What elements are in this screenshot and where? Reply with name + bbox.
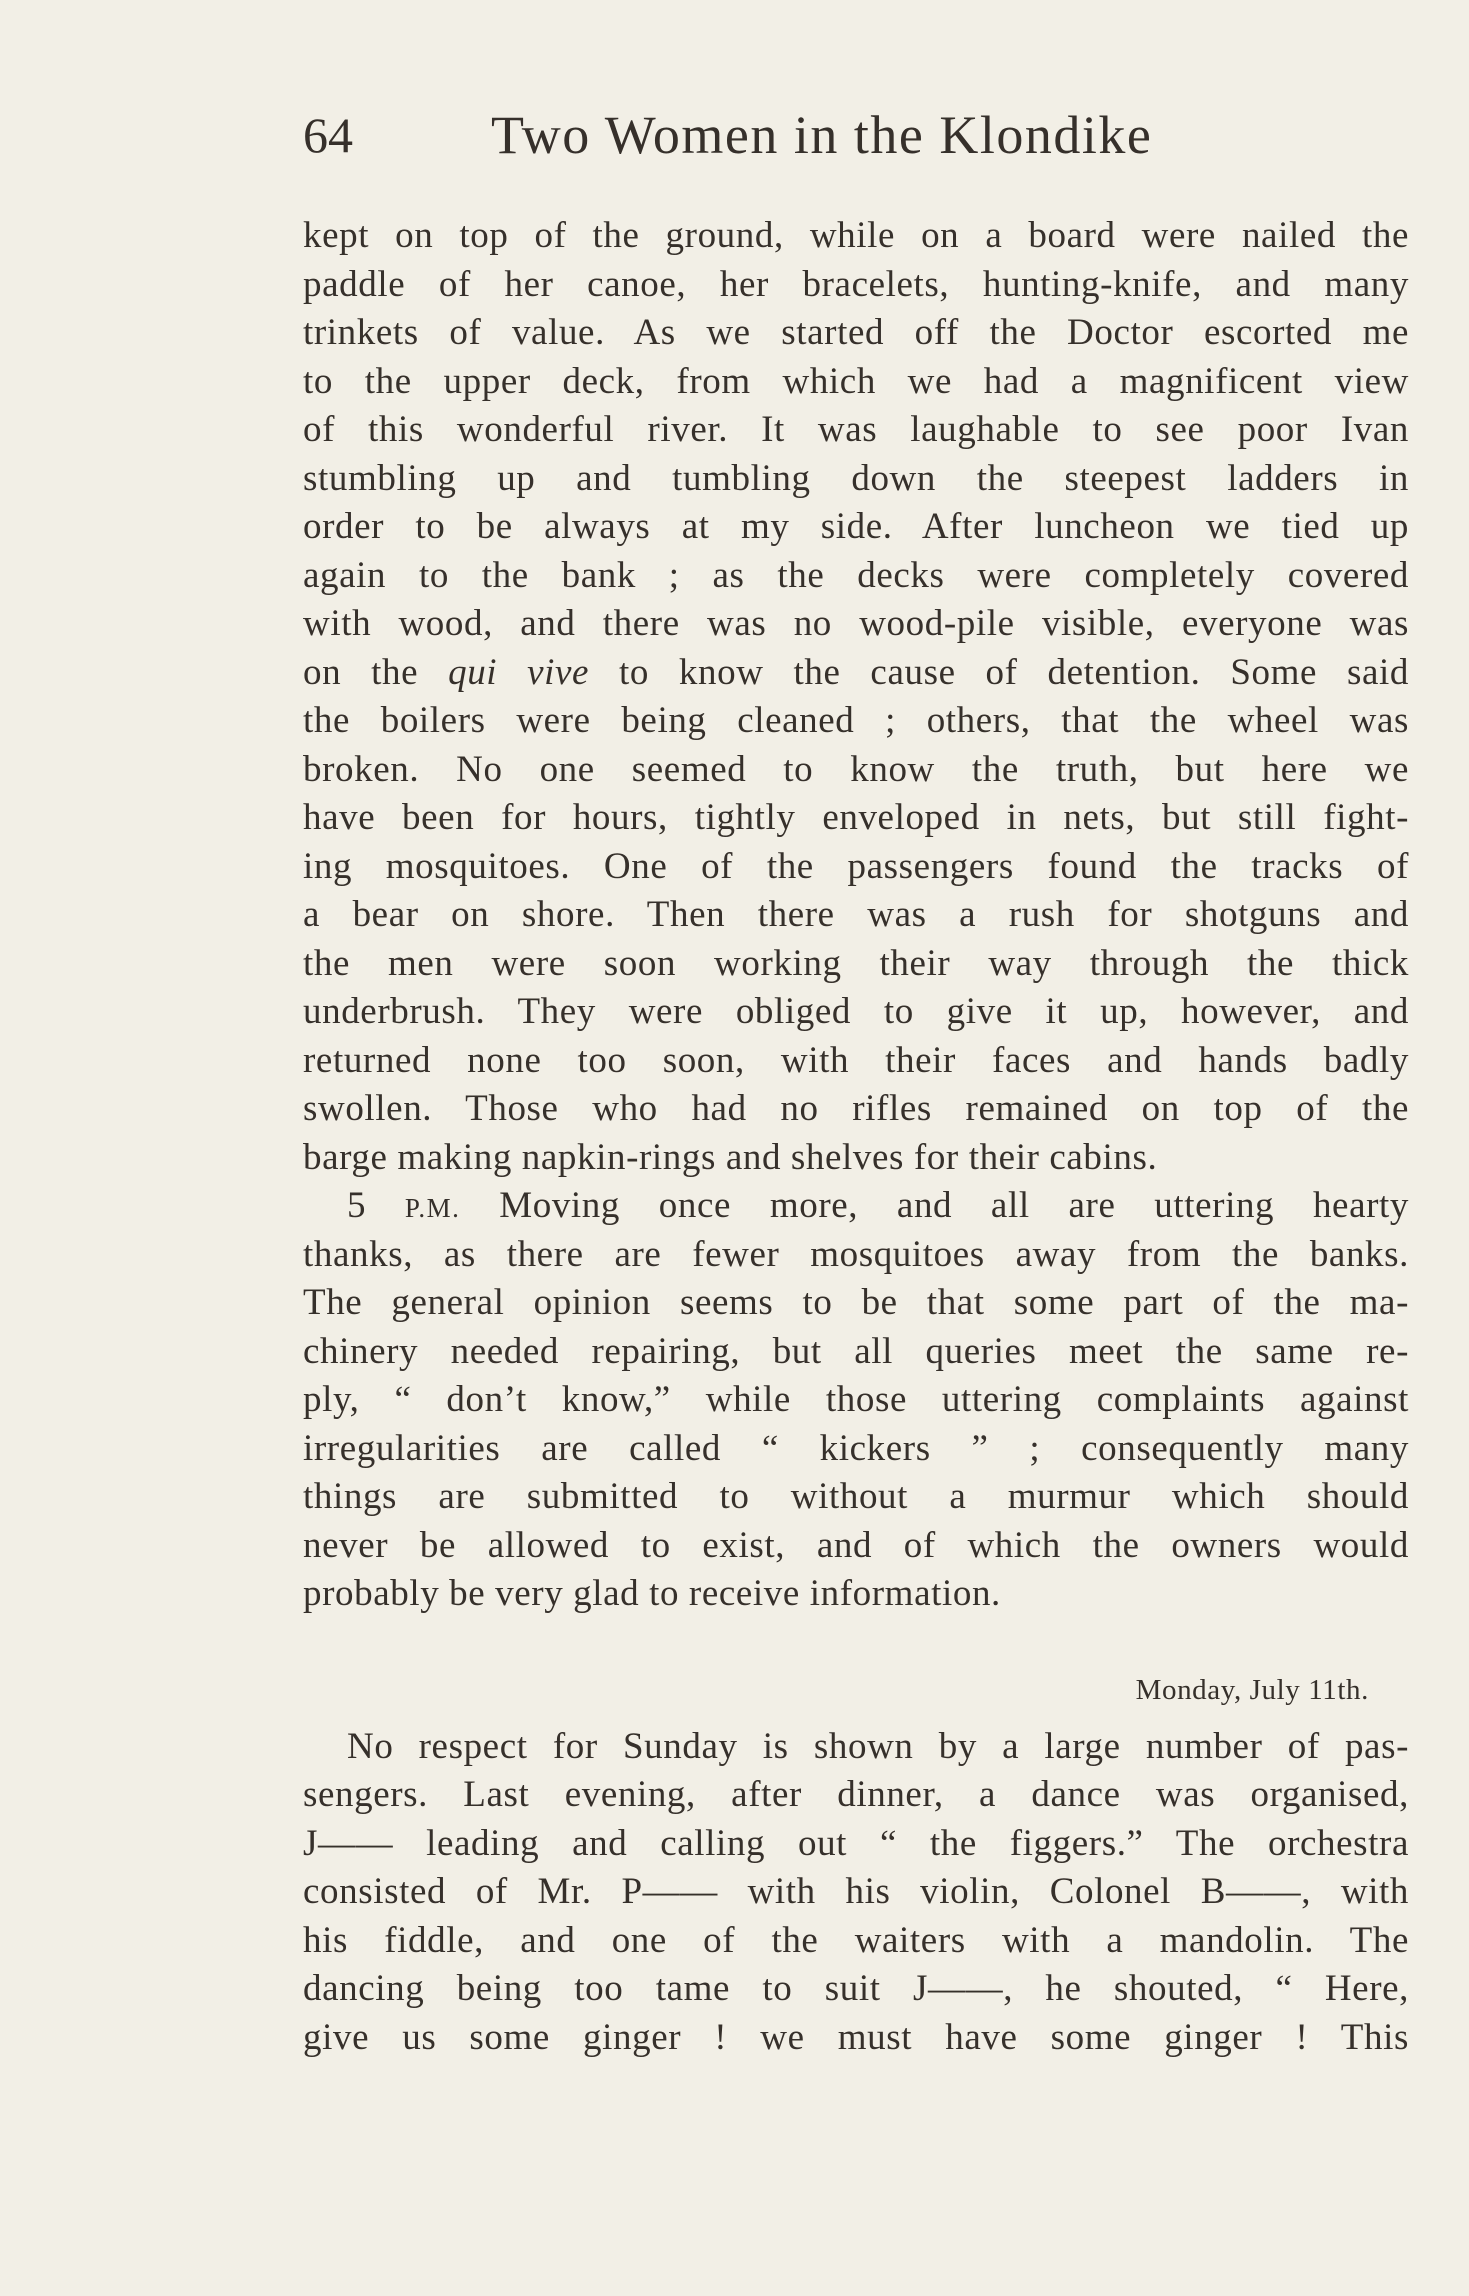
text-line bbox=[303, 552, 1409, 601]
text-segment: thanks, as there are fewer mosquitoes away from the banks. bbox=[303, 1233, 1409, 1275]
text-line bbox=[303, 697, 1409, 746]
small-caps-text: P.M. bbox=[404, 1193, 461, 1223]
text-segment: broken. No one seemed to know the truth, but here we bbox=[303, 748, 1409, 790]
text-segment: irregularities are called “ kickers ” ; consequently many bbox=[303, 1427, 1409, 1469]
text-segment: of this wonderful river. It was laughable to see poor Ivan bbox=[303, 409, 1409, 450]
text-segment: things are submitted to without a murmur which should bbox=[303, 1476, 1409, 1517]
text-line bbox=[303, 309, 1409, 358]
text-segment: kept on top of the ground, while on a board were nailed the bbox=[303, 215, 1409, 256]
text-line bbox=[303, 1037, 1409, 1086]
text-segment: barge making napkin-rings and shelves for their cabins. bbox=[303, 1136, 1158, 1178]
text-line bbox=[303, 1771, 1409, 1820]
text-segment: a bear on shore. Then there was a rush for shotguns and bbox=[303, 894, 1409, 935]
text-line bbox=[303, 1965, 1409, 2014]
text-line bbox=[303, 1473, 1409, 1522]
text-segment: paddle of her canoe, her bracelets, hunting-knife, and many bbox=[303, 263, 1409, 305]
text-segment: No respect for Sunday is shown by a large number of pas- bbox=[347, 1725, 1409, 1767]
text-segment: order to be always at my side. After luncheon we tied up bbox=[303, 506, 1409, 547]
text-segment: The general opinion seems to be that some part of the ma- bbox=[303, 1282, 1409, 1323]
running-header bbox=[303, 100, 1409, 170]
text-line bbox=[303, 1522, 1409, 1571]
text-line bbox=[303, 891, 1409, 940]
text-line bbox=[303, 988, 1409, 1037]
text-line bbox=[303, 1231, 1409, 1280]
text-segment: 5 bbox=[347, 1185, 405, 1226]
text-segment: stumbling up and tumbling down the steepest ladders in bbox=[303, 457, 1409, 499]
text-line bbox=[303, 1182, 1409, 1231]
italic-text: qui vive bbox=[448, 651, 590, 693]
text-line bbox=[303, 940, 1409, 989]
text-segment: have been for hours, tightly enveloped in nets, but still fight- bbox=[303, 797, 1409, 838]
text-segment: trinkets of value. As we started off the Doctor escorted me bbox=[303, 312, 1409, 353]
text-segment: his fiddle, and one of the waiters with a mandolin. The bbox=[303, 1919, 1409, 1961]
text-line bbox=[303, 1085, 1409, 1134]
text-segment: never be allowed to exist, and of which the owners would bbox=[303, 1524, 1409, 1566]
text-segment: the men were soon working their way through the thick bbox=[303, 942, 1409, 984]
text-segment: underbrush. They were obliged to give it up, however, and bbox=[303, 991, 1409, 1032]
text-line bbox=[303, 406, 1409, 455]
text-segment: dancing being too tame to suit J——, he shouted, “ Here, bbox=[303, 1968, 1409, 2009]
text-segment: to know the cause of detention. Some said bbox=[589, 651, 1409, 693]
text-segment: swollen. Those who had no rifles remained on top of the bbox=[303, 1088, 1409, 1129]
text-line bbox=[303, 746, 1409, 795]
entry-date bbox=[303, 1666, 1409, 1723]
text-line bbox=[303, 503, 1409, 552]
text-line bbox=[303, 794, 1409, 843]
text-line bbox=[303, 1570, 1409, 1619]
text-line bbox=[303, 2014, 1409, 2063]
text-line bbox=[303, 1376, 1409, 1425]
text-line bbox=[303, 1917, 1409, 1966]
text-line bbox=[303, 1868, 1409, 1917]
text-segment: J—— leading and calling out “ the figgers.” The orchestra bbox=[303, 1822, 1409, 1864]
text-line bbox=[303, 1279, 1409, 1328]
text-segment: give us some ginger ! we must have some ginger ! This bbox=[303, 2016, 1409, 2058]
text-line bbox=[303, 843, 1409, 892]
text-line bbox=[303, 600, 1409, 649]
text-segment: consisted of Mr. P—— with his violin, Colonel B——, with bbox=[303, 1871, 1409, 1912]
text-line bbox=[303, 358, 1409, 407]
page-number: 64 bbox=[303, 107, 353, 163]
text-line bbox=[303, 261, 1409, 310]
text-line bbox=[303, 1820, 1409, 1869]
text-segment: again to the bank ; as the decks were completely covered bbox=[303, 554, 1409, 596]
text-segment: to the upper deck, from which we had a magnificent view bbox=[303, 360, 1409, 402]
text-segment: returned none too soon, with their faces and hands badly bbox=[303, 1039, 1409, 1081]
text-segment: Moving once more, and all are uttering hearty bbox=[460, 1185, 1410, 1226]
text-line bbox=[303, 1134, 1409, 1183]
text-segment: Monday, July 11th. bbox=[1135, 1673, 1369, 1706]
text-line bbox=[303, 1425, 1409, 1474]
text-segment: ply, “ don’t know,” while those uttering complaints against bbox=[303, 1379, 1409, 1420]
text-line bbox=[303, 212, 1409, 261]
body-text bbox=[303, 212, 1409, 2062]
text-segment: sengers. Last evening, after dinner, a dance was organised, bbox=[303, 1774, 1409, 1815]
text-segment: ing mosquitoes. One of the passengers found the tracks of bbox=[303, 845, 1409, 887]
text-segment: the boilers were being cleaned ; others, that the wheel was bbox=[303, 700, 1409, 741]
running-title: Two Women in the Klondike bbox=[491, 105, 1153, 165]
text-segment: on the bbox=[303, 651, 449, 693]
text-line bbox=[303, 1328, 1409, 1377]
text-segment: chinery needed repairing, but all queries meet the same re- bbox=[303, 1330, 1409, 1372]
text-segment: with wood, and there was no wood-pile visible, everyone was bbox=[303, 603, 1409, 644]
text-line bbox=[303, 649, 1409, 698]
text-segment: probably be very glad to receive information. bbox=[303, 1573, 1001, 1614]
text-line bbox=[303, 1723, 1409, 1772]
text-line bbox=[303, 455, 1409, 504]
